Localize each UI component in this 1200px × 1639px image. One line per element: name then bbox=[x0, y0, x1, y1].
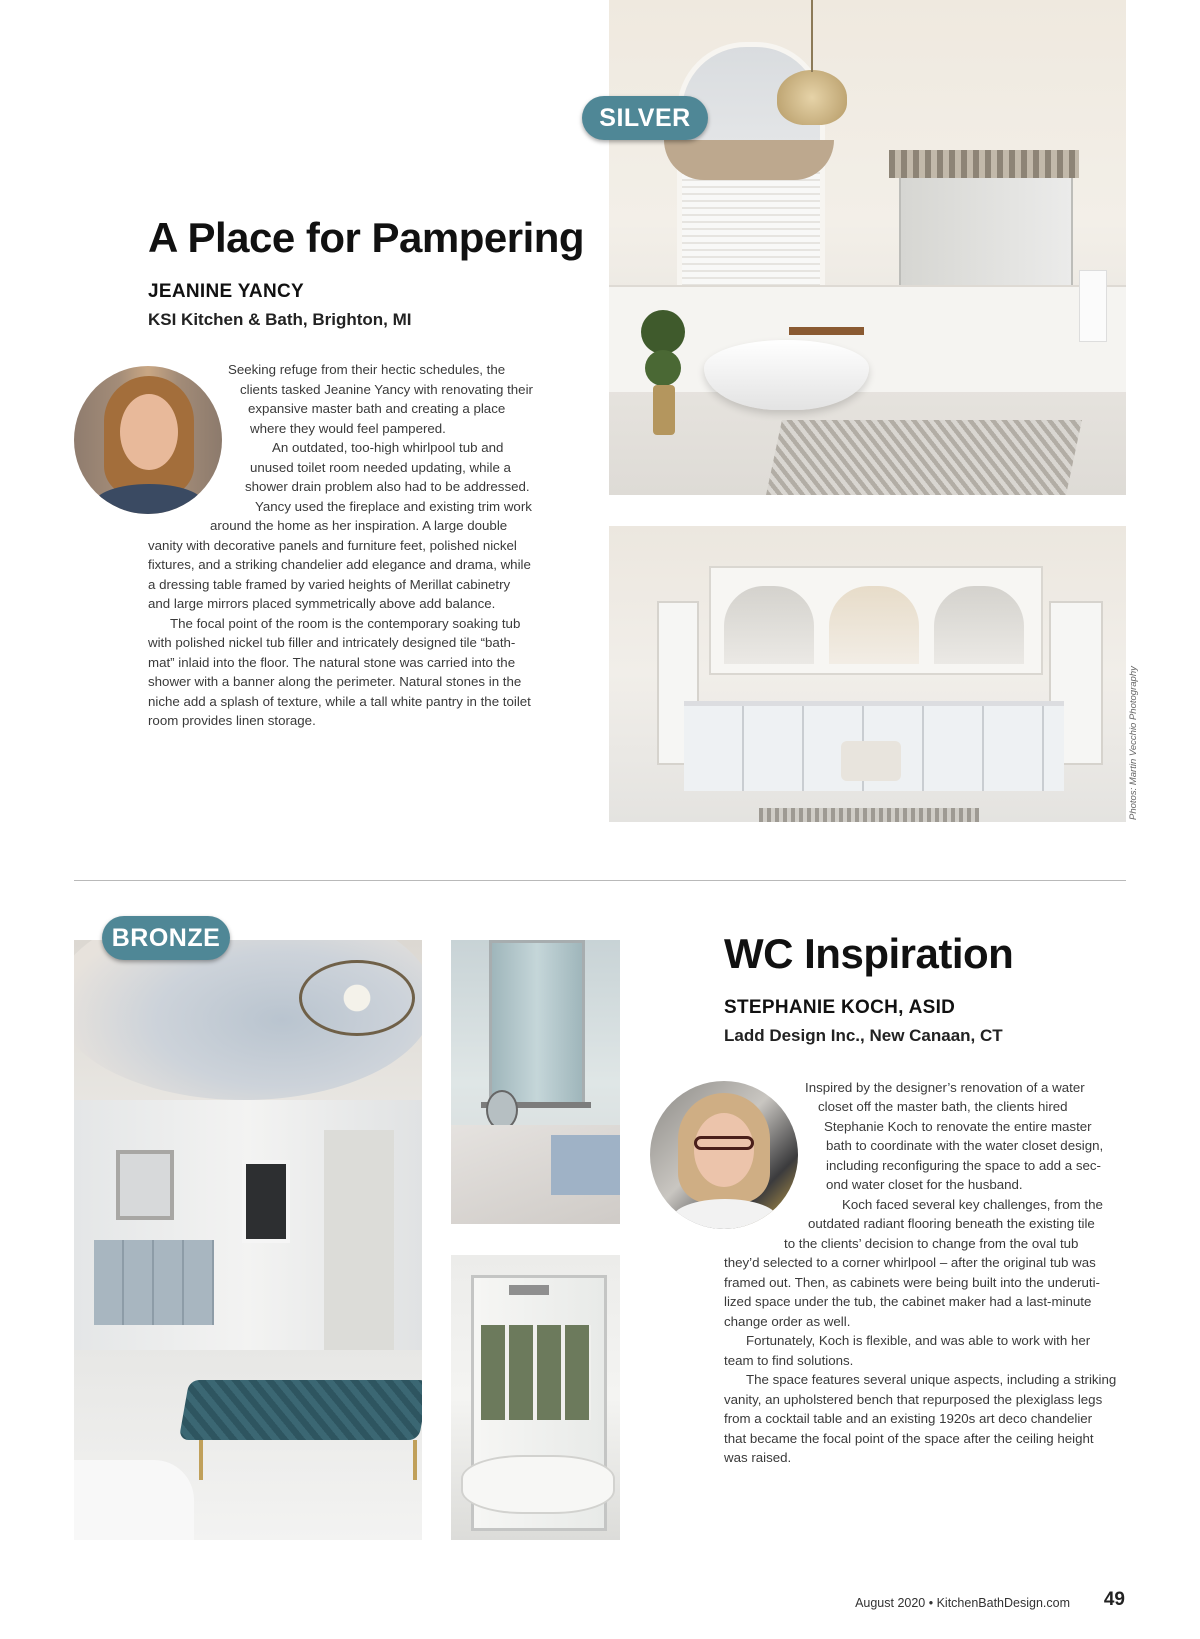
mirror-magnifier bbox=[486, 1090, 518, 1130]
bronze-bathroom-photo bbox=[74, 940, 422, 1540]
rainhead bbox=[509, 1285, 549, 1295]
upholstered-bench bbox=[179, 1380, 422, 1440]
body-line: to the clients’ decision to change from the oval tub bbox=[784, 1236, 1079, 1251]
body-line: Fortunately, Koch is flexible, and was able to work with her bbox=[746, 1333, 1091, 1348]
body-line: around the home as her inspiration. A large double bbox=[210, 518, 508, 533]
mirror-center bbox=[829, 586, 919, 664]
body-line: niche add a splash of texture, while a tall white pantry in the toilet bbox=[148, 694, 531, 709]
floor-rug bbox=[759, 808, 979, 822]
glass-cabinet bbox=[489, 940, 585, 1106]
body-line: expansive master bath and creating a place bbox=[248, 401, 506, 416]
photo-credit: Photos: Martin Vecchio Photography bbox=[1128, 666, 1139, 820]
body-line: a dressing table framed by varied heights of Merillat cabinetry bbox=[148, 577, 511, 592]
body-line: room provides linen storage. bbox=[148, 713, 316, 728]
bronze-cabinet-photo bbox=[451, 940, 620, 1224]
body-line: Yancy used the fireplace and existing trim work bbox=[255, 499, 532, 514]
whirlpool-tub bbox=[461, 1455, 615, 1514]
vanity-stool bbox=[841, 741, 901, 781]
bronze-title: WC Inspiration bbox=[724, 930, 1014, 977]
silver-designer-name: JEANINE YANCY bbox=[148, 281, 304, 302]
body-line: Inspired by the designer’s renovation of a water bbox=[805, 1080, 1085, 1095]
jeanine-yancy-portrait bbox=[74, 366, 222, 514]
body-line: including reconfiguring the space to add a sec- bbox=[826, 1158, 1101, 1173]
body-line: closet off the master bath, the clients hired bbox=[818, 1099, 1068, 1114]
silver-vanity-photo bbox=[609, 526, 1126, 822]
body-line: where they would feel pampered. bbox=[250, 421, 446, 436]
mirror-left bbox=[724, 586, 814, 664]
body-line: mat” inlaid into the floor. The natural stone was carried into the bbox=[148, 655, 516, 670]
body-line: Koch faced several key challenges, from the bbox=[842, 1197, 1103, 1212]
body-line: with polished nickel tub filler and intricately designed tile “bath- bbox=[148, 635, 516, 650]
silver-firm: KSI Kitchen & Bath, Brighton, MI bbox=[148, 310, 412, 329]
body-line: The space features several unique aspects, including a striking bbox=[746, 1372, 1117, 1387]
body-line: bath to coordinate with the water closet design, bbox=[826, 1138, 1104, 1153]
portrait-face bbox=[694, 1113, 754, 1187]
mirror-right bbox=[934, 586, 1024, 664]
portrait-face bbox=[120, 394, 178, 470]
body-line: An outdated, too-high whirlpool tub and bbox=[272, 440, 504, 455]
portrait-top bbox=[672, 1199, 778, 1229]
towel bbox=[1079, 270, 1107, 342]
silver-tub-photo bbox=[609, 0, 1126, 495]
body-line: framed out. Then, as cabinets were being built into the underuti- bbox=[724, 1275, 1100, 1290]
body-line: Seeking refuge from their hectic schedules, the bbox=[228, 362, 506, 377]
bronze-firm: Ladd Design Inc., New Canaan, CT bbox=[724, 1026, 1003, 1045]
bronze-designer-name: STEPHANIE KOCH, ASID bbox=[724, 997, 956, 1018]
vanity-mirror bbox=[116, 1150, 174, 1220]
shower-window bbox=[481, 1325, 591, 1420]
soaking-tub bbox=[704, 340, 869, 410]
body-line: fixtures, and a striking chandelier add elegance and drama, while bbox=[148, 557, 531, 572]
art-deco-chandelier bbox=[299, 960, 415, 1036]
topiary-plant bbox=[641, 310, 685, 354]
body-line: Stephanie Koch to renovate the entire master bbox=[824, 1119, 1092, 1134]
blue-drawers bbox=[551, 1135, 620, 1195]
stephanie-koch-portrait bbox=[650, 1081, 798, 1229]
body-line: outdated radiant flooring beneath the existing tile bbox=[808, 1216, 1095, 1231]
body-line: clients tasked Jeanine Yancy with renovating their bbox=[240, 382, 533, 397]
tub-tray bbox=[789, 327, 864, 335]
body-line: ond water closet for the husband. bbox=[826, 1177, 1023, 1192]
body-line: vanity, an upholstered bench that repurposed the plexiglass legs bbox=[724, 1392, 1103, 1407]
body-line: unused toilet room needed updating, while a bbox=[250, 460, 511, 475]
body-line: they’d selected to a corner whirlpool – after the original tub was bbox=[724, 1255, 1096, 1270]
section-divider bbox=[74, 880, 1126, 881]
body-line: team to find solutions. bbox=[724, 1353, 854, 1368]
tile-bathmat bbox=[766, 420, 1082, 495]
portrait-shirt bbox=[94, 484, 204, 514]
portrait-glasses bbox=[694, 1136, 754, 1150]
body-line: lized space under the tub, the cabinet maker had a last-minute bbox=[724, 1294, 1092, 1309]
blue-vanity bbox=[94, 1240, 214, 1325]
silver-title: A Place for Pampering bbox=[148, 214, 585, 261]
body-line: that became the focal point of the space after the ceiling height bbox=[724, 1431, 1094, 1446]
window-valance bbox=[664, 140, 834, 180]
body-line: The focal point of the room is the contemporary soaking tub bbox=[170, 616, 521, 631]
body-line: was raised. bbox=[724, 1450, 792, 1465]
body-line: shower drain problem also had to be addressed. bbox=[245, 479, 530, 494]
silver-award-badge: SILVER bbox=[582, 96, 708, 140]
body-line: from a cocktail table and an existing 1920s art deco chandelier bbox=[724, 1411, 1093, 1426]
tile-banner bbox=[889, 150, 1079, 178]
body-line: change order as well. bbox=[724, 1314, 851, 1329]
body-line: shower with a banner along the perimeter. Natural stones in the bbox=[148, 674, 522, 689]
body-line: vanity with decorative panels and furniture feet, polished nickel bbox=[148, 538, 517, 553]
page-number: 49 bbox=[1103, 1589, 1125, 1610]
bench-legs bbox=[199, 1440, 417, 1480]
issue-and-website: August 2020 • KitchenBathDesign.com bbox=[855, 1596, 1070, 1610]
bronze-shower-photo bbox=[451, 1255, 620, 1540]
tub-edge bbox=[74, 1460, 194, 1540]
window bbox=[242, 1160, 290, 1243]
chandelier bbox=[777, 70, 847, 125]
body-line: and large mirrors placed symmetrically above add balance. bbox=[148, 596, 496, 611]
shower-wall bbox=[324, 1130, 394, 1370]
bronze-award-badge: BRONZE bbox=[102, 916, 230, 960]
